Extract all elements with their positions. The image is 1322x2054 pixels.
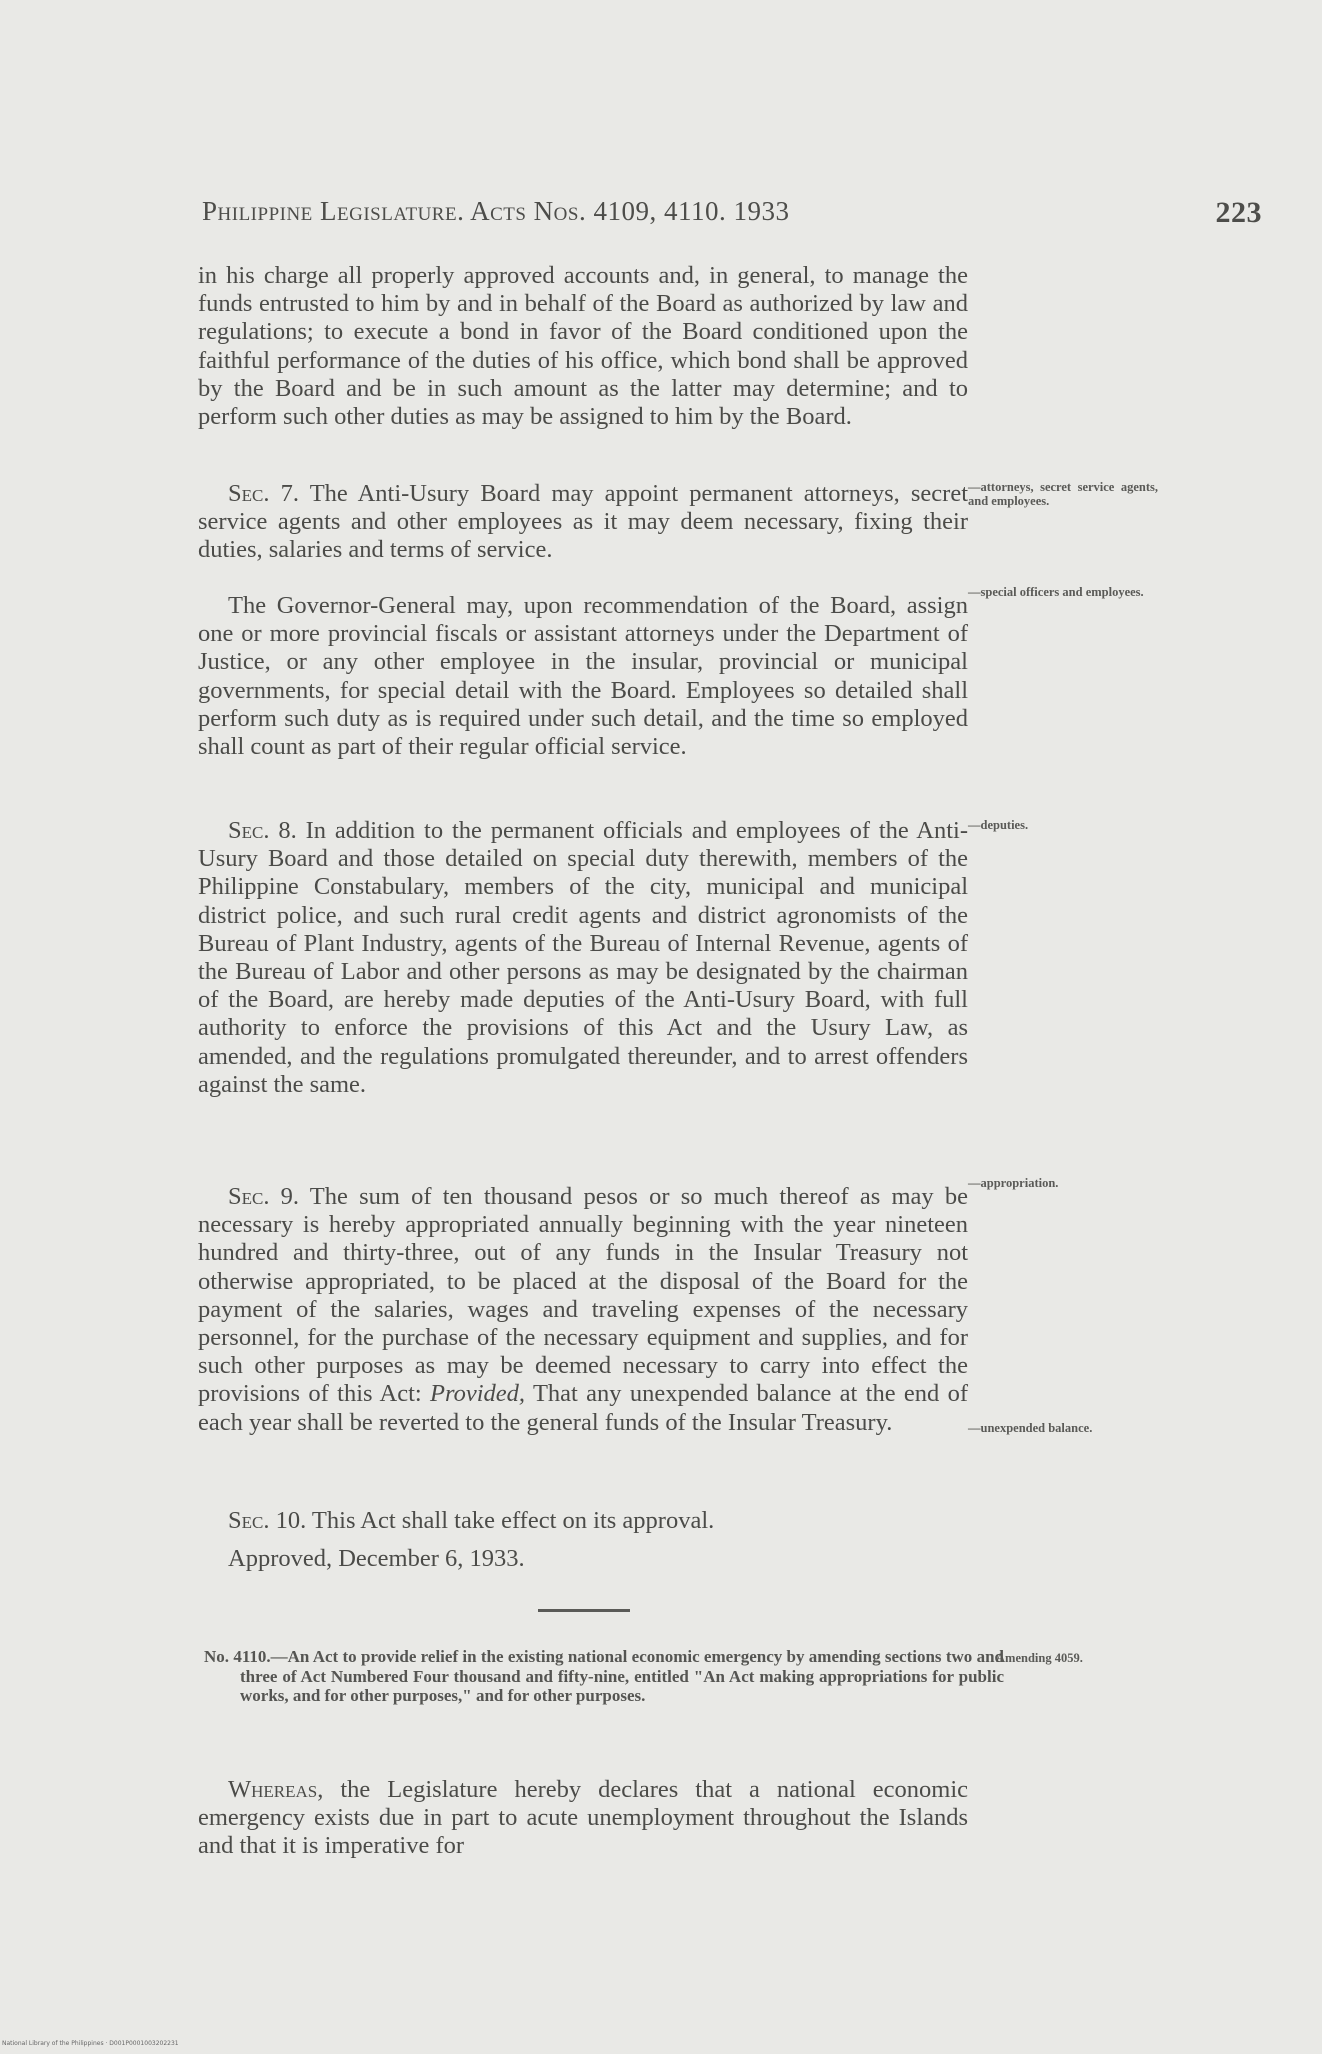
section-8 xyxy=(198,817,968,1099)
page-header xyxy=(202,196,1262,236)
margin-note-attorneys: —attorneys, secret service agents, and employees. xyxy=(968,480,1158,508)
section-label: Sec. 9. xyxy=(228,1183,300,1210)
running-title: Philippine Legislature. Acts Nos. 4109, 4110. 1933 xyxy=(202,196,790,226)
provided-italic: Provided, xyxy=(430,1380,526,1408)
paragraph-treasurer-duties xyxy=(198,262,968,431)
section-divider xyxy=(538,1609,630,1612)
whereas-clause xyxy=(198,1776,968,1861)
act-4110-title: No. 4110.—An Act to provide relief in the existing national economic emergency by amending sections two and three of Act Numbered Four thousand and fifty-nine, entitled "An Act making appropriations for public works, and for other purposes," and for other purposes. xyxy=(204,1647,1004,1705)
whereas-text: the Legislature hereby declares that a national economic emergency exists due in part to acute unemployment throughout the Islands and that it is imperative for xyxy=(198,1776,969,1860)
margin-note-amending: Amending 4059. xyxy=(996,1651,1083,1665)
section-10 xyxy=(198,1507,968,1535)
whereas-label: Whereas, xyxy=(228,1776,324,1803)
paragraph-text: in his charge all properly approved accounts and, in general, to manage the funds entrusted to him by and in behalf of the Board as authorized by law and regulations; to execute a bond in favor of the Board conditioned upon the faithful performance of the duties of his office, which bond shall be approved by the Board and be in such amount as the latter may determine; and to perform such other duties as may be assigned to him by the Board. xyxy=(198,262,968,431)
section-label: Sec. 7. xyxy=(228,480,299,507)
section-7 xyxy=(198,480,968,565)
section-9 xyxy=(198,1183,968,1437)
approved-date: Approved, December 6, 1933. xyxy=(228,1545,525,1572)
section-text: In addition to the permanent officials and employees of the Anti-Usury Board and those detailed on special duty therewith, members of the Philippine Constabulary, members of the city, municipal and municipal district police, and such rural credit agents and district agronomists of the Bureau of Plant Industry, agents of the Bureau of Internal Revenue, agents of the Bureau of Labor and other persons as may be designated by the chairman of the Board, are hereby made deputies of the Anti-Usury Board, with full authority to enforce the provisions of this Act and the Usury Law, as amended, and the regulations promulgated thereunder, and to arrest offenders against the same. xyxy=(198,817,969,1098)
margin-note-deputies: —deputies. xyxy=(968,818,1029,832)
section-label: Sec. 8. xyxy=(228,817,297,844)
section-text: The sum of ten thousand pesos or so much thereof as may be necessary is hereby appropriated annually beginning with the year nineteen hundred and thirty-three, out of any funds in the Insular Treasury not otherwise appropriated, to be placed at the disposal of the Board for the payment of the salaries, wages and traveling expenses of the necessary personnel, for the purchase of the necessary equipment and supplies, and for such other purposes as may be deemed necessary to carry into effect the provisions of this Act: xyxy=(198,1183,968,1408)
paragraph-text: The Governor-General may, upon recommendation of the Board, assign one or more provincial fiscals or assistant attorneys under the Department of Justice, or any other employee in the insular, provincial or municipal governments, for special detail with the Board. Employees so detailed shall perform such duty as is required under such detail, and the time so employed shall count as part of their regular official service. xyxy=(198,592,968,761)
paragraph-governor-general xyxy=(198,592,968,761)
library-stamp: National Library of the Philippines · D001P0001003202231 xyxy=(2,2040,179,2047)
section-text-continued: That any unexpended balance at the end of each year shall be reverted to the general funds of the Insular Treasury. xyxy=(198,1380,969,1436)
section-text: This Act shall take effect on its approval. xyxy=(311,1507,715,1534)
margin-note-special-officers: —special officers and employees. xyxy=(968,585,1144,599)
section-label: Sec. 10. xyxy=(228,1507,307,1534)
margin-note-unexpended-balance: —unexpended balance. xyxy=(968,1421,1093,1435)
approval-line xyxy=(198,1545,968,1573)
page-number: 223 xyxy=(1215,196,1262,229)
margin-note-appropriation: —appropriation. xyxy=(968,1176,1059,1190)
section-text: The Anti-Usury Board may appoint permanent attorneys, secret service agents and other employees as it may deem necessary, fixing their duties, salaries and terms of service. xyxy=(198,480,968,564)
